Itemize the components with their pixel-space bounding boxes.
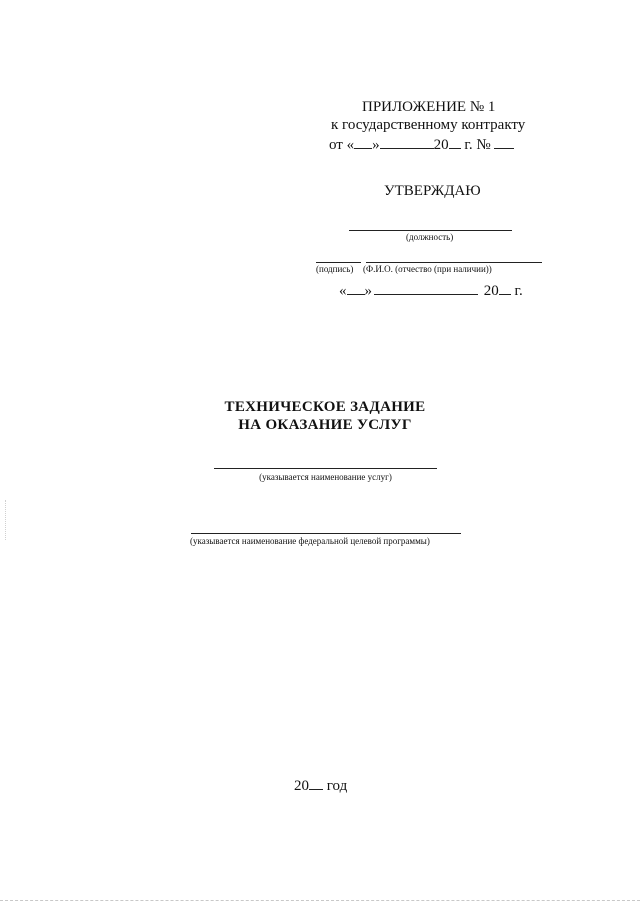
appendix-month-blank (380, 136, 434, 149)
appendix-number-blank (494, 136, 514, 149)
appendix-year-prefix: 20 (433, 137, 449, 153)
scan-bottom-edge (0, 900, 640, 901)
signature-line (316, 262, 361, 263)
appendix-year-blank (449, 136, 461, 149)
approval-year-suffix: г. (514, 283, 523, 299)
signature-caption: (подпись) (316, 264, 354, 274)
appendix-date-line (329, 136, 514, 154)
appendix-number-label: г. № (464, 137, 491, 153)
approval-month-blank (374, 282, 478, 295)
appendix-title: ПРИЛОЖЕНИЕ № 1 (362, 99, 496, 115)
approval-year-prefix: 20 (483, 283, 499, 299)
program-name-line (191, 533, 461, 534)
footer-year-blank (309, 777, 323, 790)
appendix-contract-line: к государственному контракту (331, 117, 526, 133)
footer-year (294, 777, 347, 795)
footer-year-word: год (326, 778, 348, 794)
footer-year-prefix: 20 (294, 778, 309, 794)
fio-line (366, 262, 542, 263)
approval-date-close: » (364, 283, 372, 299)
position-caption: (должность) (406, 232, 454, 242)
scan-edge-mark (5, 500, 6, 540)
appendix-quote-close: » (372, 137, 380, 153)
services-caption: (указывается наименование услуг) (259, 472, 392, 482)
approval-day-blank (347, 282, 365, 295)
approval-heading: УТВЕРЖДАЮ (384, 183, 481, 199)
document-title-line2: НА ОКАЗАНИЕ УСЛУГ (238, 417, 412, 433)
appendix-from-label: от « (329, 137, 355, 153)
position-line (349, 230, 512, 231)
approval-year-blank (499, 282, 511, 295)
program-caption: (указывается наименование федеральной целевой программы) (190, 536, 430, 546)
appendix-day-blank (354, 136, 372, 149)
services-name-line (214, 468, 437, 469)
fio-caption: (Ф.И.О. (отчество (при наличии)) (363, 264, 492, 274)
document-title-line1: ТЕХНИЧЕСКОЕ ЗАДАНИЕ (224, 399, 426, 415)
approval-date-open: « (339, 283, 347, 299)
approval-date-line (339, 282, 523, 300)
